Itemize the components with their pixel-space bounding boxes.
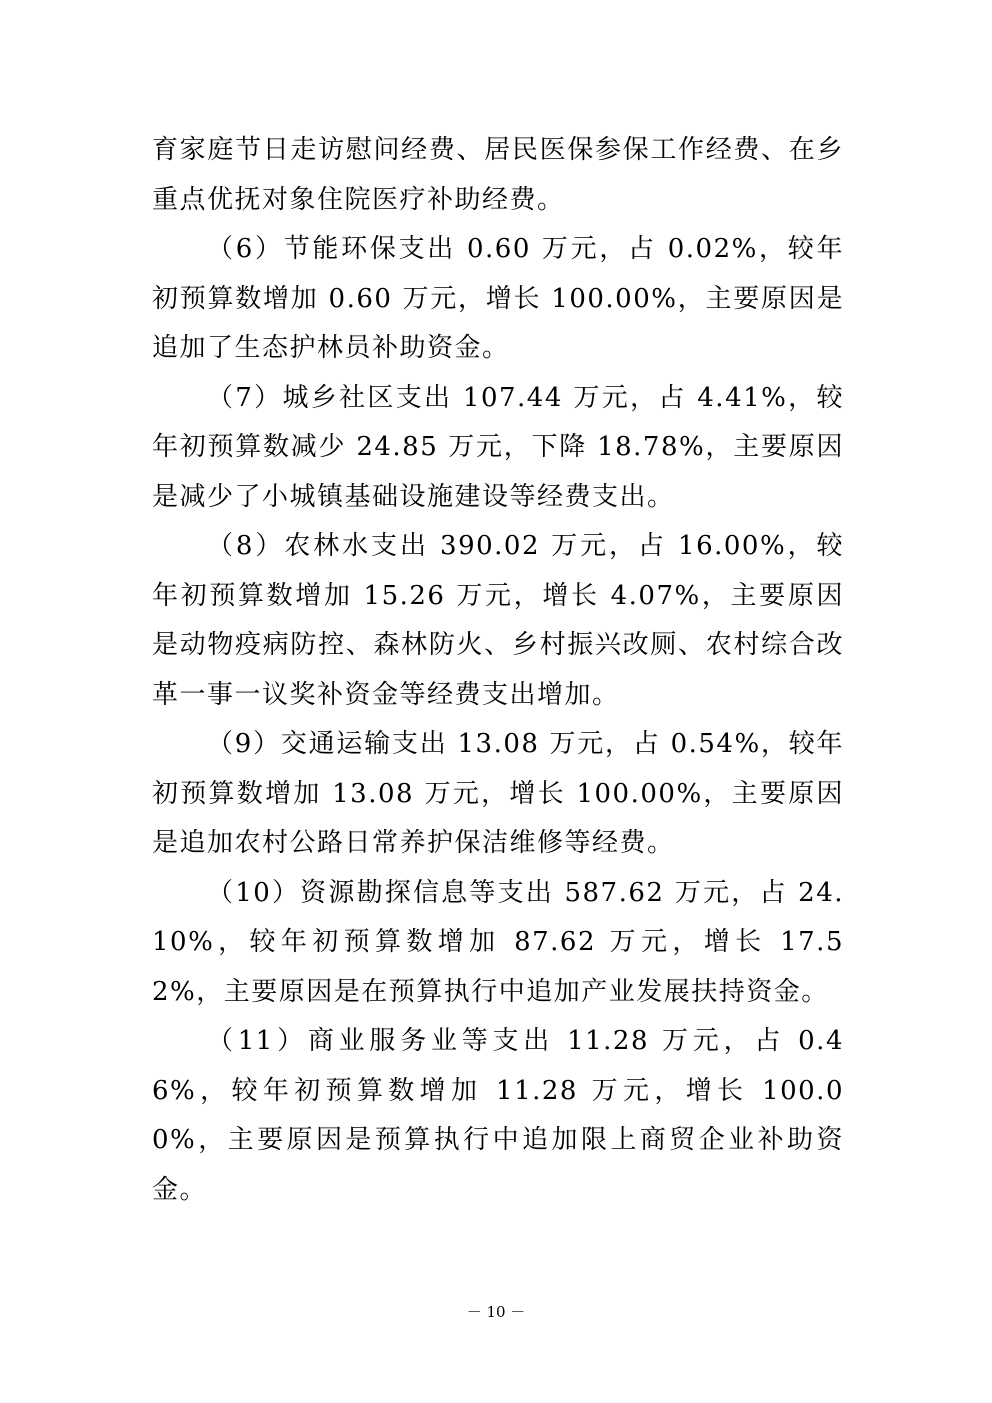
document-body	[152, 126, 844, 1215]
paragraph-item-8: （8）农林水支出 390.02 万元，占 16.00%，较年初预算数增加 15.26 万元，增长 4.07%，主要原因是动物疫病防控、森林防火、乡村振兴改厕、农村综合改革一事一议奖补资金等经费支出增加。	[152, 531, 844, 710]
paragraph-continuation: 育家庭节日走访慰问经费、居民医保参保工作经费、在乡重点优抚对象住院医疗补助经费。	[152, 135, 844, 215]
page-number: － 10 －	[466, 1303, 526, 1321]
paragraph-item-9: （9）交通运输支出 13.08 万元，占 0.54%，较年初预算数增加 13.08 万元，增长 100.00%，主要原因是追加农村公路日常养护保洁维修等经费。	[152, 729, 844, 858]
paragraph-item-6: （6）节能环保支出 0.60 万元，占 0.02%，较年初预算数增加 0.60 万元，增长 100.00%，主要原因是追加了生态护林员补助资金。	[152, 234, 844, 363]
paragraph-item-7: （7）城乡社区支出 107.44 万元，占 4.41%，较年初预算数减少 24.85 万元，下降 18.78%，主要原因是减少了小城镇基础设施建设等经费支出。	[152, 382, 844, 512]
paragraph-item-11: （11）商业服务业等支出 11.28 万元，占 0.46%，较年初预算数增加 11.28 万元，增长 100.00%，主要原因是预算执行中追加限上商贸企业补助资金。	[152, 1026, 844, 1205]
paragraph-item-10: （10）资源勘探信息等支出 587.62 万元，占 24.10%，较年初预算数增加 87.62 万元，增长 17.52%，主要原因是在预算执行中追加产业发展扶持资金。	[152, 877, 844, 1007]
